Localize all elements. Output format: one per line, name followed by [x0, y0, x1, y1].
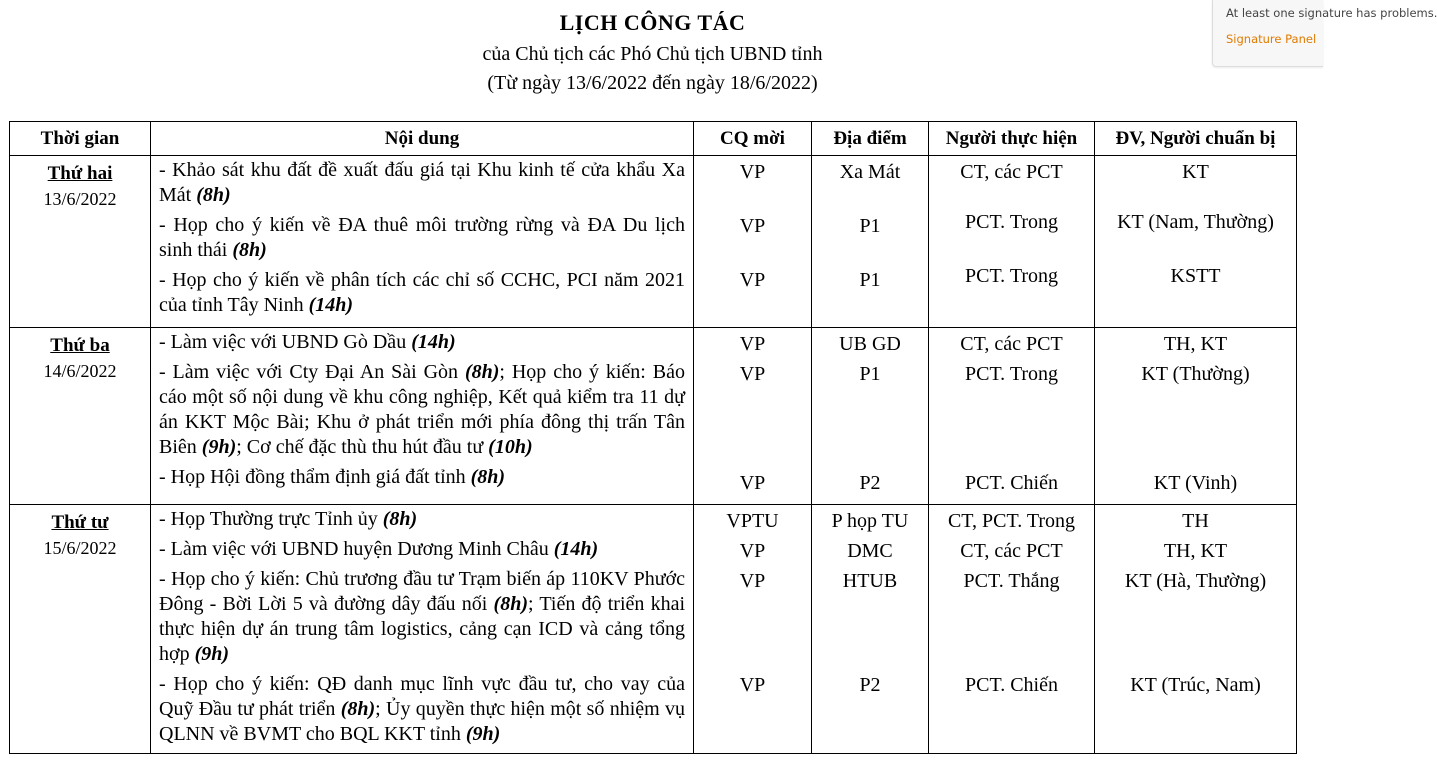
- content-list: [151, 328, 693, 490]
- list-item: [159, 465, 685, 490]
- list-item: [159, 213, 685, 263]
- day-cell: [10, 505, 151, 754]
- item-text: - Khảo sát khu đất đề xuất đấu giá tại Khu kinh tế cửa khẩu Xa Mát: [159, 159, 685, 206]
- performer-cell: [929, 156, 1095, 328]
- item-text: - Họp cho ý kiến về ĐA thuê môi trường rừng và ĐA Du lịch sinh thái: [159, 214, 685, 261]
- location-value: P2: [859, 472, 881, 494]
- list-item: [159, 672, 685, 747]
- list-item: [159, 268, 685, 318]
- performer-value: PCT. Thắng: [963, 570, 1060, 592]
- day-name: Thứ hai: [47, 163, 113, 184]
- location-value: P1: [859, 269, 881, 291]
- performer-value: PCT. Chiến: [965, 674, 1058, 696]
- location-value: DMC: [847, 540, 893, 562]
- location-cell: [812, 505, 929, 754]
- inviting-agency-value: VP: [739, 674, 766, 696]
- item-time: (8h): [382, 508, 418, 530]
- table-header-row: [10, 122, 1297, 156]
- list-item: [159, 537, 685, 562]
- inviting-agency-cell: [694, 328, 812, 505]
- item-text: - Làm việc với Cty Đại An Sài Gòn: [159, 361, 465, 383]
- item-text: ; Tiến độ triển khai thực hiện dự án trung tâm logistics, cảng cạn ICD và cảng tổng hợp: [159, 593, 686, 665]
- inviting-agency-cell: [694, 505, 812, 754]
- preparer-value: KSTT: [1170, 265, 1221, 287]
- list-item: [159, 158, 685, 208]
- performer-value: PCT. Chiến: [965, 472, 1058, 494]
- content-cell: [151, 328, 694, 505]
- day-date: 15/6/2022: [43, 538, 117, 558]
- content-cell: [151, 156, 694, 328]
- item-text: - Họp Hội đồng thẩm định giá đất tỉnh: [159, 466, 471, 488]
- item-time: (8h): [340, 698, 376, 720]
- list-item: [159, 567, 685, 667]
- location-value: P họp TU: [831, 510, 909, 532]
- performer-value: CT, các PCT: [960, 540, 1063, 562]
- preparer-cell: [1095, 505, 1297, 754]
- performer-value: CT, PCT. Trong: [947, 510, 1076, 532]
- preparer-value: KT: [1182, 161, 1209, 183]
- item-time: (8h): [470, 466, 506, 488]
- item-time: (14h): [553, 538, 599, 560]
- signature-status-text: At least one signature has problems.: [1226, 6, 1437, 20]
- item-text: ; Cơ chế đặc thù thu hút đầu tư: [236, 436, 489, 458]
- item-time: (8h): [493, 593, 528, 615]
- list-item: [159, 330, 685, 355]
- preparer-value: KT (Trúc, Nam): [1130, 674, 1261, 696]
- header-inviting-agency: CQ mời: [694, 122, 812, 156]
- day-name: Thứ ba: [50, 335, 110, 356]
- signature-panel: [1212, 0, 1437, 67]
- item-text: - Làm việc với UBND huyện Dương Minh Châu: [159, 538, 554, 560]
- page-title: LỊCH CÔNG TÁC: [559, 10, 746, 35]
- item-time: (14h): [308, 294, 354, 316]
- table-row: [10, 156, 1297, 328]
- inviting-agency-value: VP: [739, 215, 766, 237]
- preparer-value: KT (Vinh): [1153, 472, 1238, 494]
- item-text: - Họp cho ý kiến về phân tích các chỉ số CCHC, PCI năm 2021 của tỉnh Tây Ninh: [159, 269, 685, 316]
- preparer-cell: [1095, 156, 1297, 328]
- location-value: P2: [859, 674, 881, 696]
- performer-value: PCT. Trong: [964, 211, 1058, 233]
- item-time: (9h): [465, 723, 501, 745]
- performer-cell: [929, 505, 1095, 754]
- performer-value: CT, các PCT: [960, 161, 1063, 183]
- performer-cell: [929, 328, 1095, 505]
- item-text: - Họp cho ý kiến: Chủ trương đầu tư Trạm biến áp 110KV Phước Đông - Bời Lời 5 và đường dây đấu nối: [159, 568, 685, 615]
- item-time: (9h): [194, 643, 230, 665]
- list-item: [159, 507, 685, 532]
- performer-value: CT, các PCT: [960, 333, 1063, 355]
- content-list: [151, 156, 693, 318]
- header-preparer: ĐV, Người chuẩn bị: [1095, 122, 1297, 156]
- performer-value: PCT. Trong: [964, 265, 1058, 287]
- item-time: (8h): [232, 239, 267, 261]
- header-location: Địa điểm: [812, 122, 929, 156]
- inviting-agency-value: VP: [739, 269, 766, 291]
- item-text: - Họp Thường trực Tỉnh ủy: [159, 508, 383, 530]
- item-text: - Làm việc với UBND Gò Dầu: [159, 331, 412, 353]
- date-range: (Từ ngày 13/6/2022 đến ngày 18/6/2022): [487, 72, 818, 94]
- location-value: UB GD: [839, 333, 901, 355]
- day-name: Thứ tư: [51, 512, 109, 533]
- content-cell: [151, 505, 694, 754]
- inviting-agency-value: VP: [739, 161, 766, 183]
- schedule-table: [9, 121, 1297, 754]
- preparer-value: KT (Nam, Thường): [1117, 211, 1274, 233]
- page-subtitle: của Chủ tịch các Phó Chủ tịch UBND tỉnh: [482, 43, 823, 65]
- item-time: (9h): [201, 436, 237, 458]
- header-content: Nội dung: [151, 122, 694, 156]
- inviting-agency-value: VPTU: [726, 510, 779, 532]
- table-row: [10, 505, 1297, 754]
- inviting-agency-cell: [694, 156, 812, 328]
- item-time: (14h): [411, 331, 456, 353]
- inviting-agency-value: VP: [739, 540, 766, 562]
- preparer-value: KT (Hà, Thường): [1124, 570, 1267, 592]
- day-date: 13/6/2022: [43, 189, 117, 209]
- item-time: (10h): [488, 436, 533, 458]
- item-text: ; Ủy quyền thực hiện một số nhiệm vụ QLNN về BVMT cho BQL KKT tỉnh: [159, 698, 685, 745]
- preparer-value: KT (Thường): [1141, 363, 1250, 385]
- inviting-agency-value: VP: [739, 472, 766, 494]
- item-text: ; Họp cho ý kiến: Báo cáo một số nội dung về khu công nghiệp, Kết quả kiểm tra 11 dự án KKT Mộc Bài; Khu ở phát triển mới phía đông thị trấn Tân Biên: [159, 361, 685, 458]
- day-cell: [10, 328, 151, 505]
- performer-value: PCT. Trong: [964, 363, 1058, 385]
- inviting-agency-value: VP: [739, 363, 766, 385]
- preparer-value: TH: [1182, 510, 1209, 532]
- content-list: [151, 505, 693, 747]
- day-cell: [10, 156, 151, 328]
- day-date: 14/6/2022: [43, 361, 117, 381]
- list-item: [159, 360, 685, 460]
- item-text: - Họp cho ý kiến: QĐ danh mục lĩnh vực đầu tư, cho vay của Quỹ Đầu tư phát triển: [159, 673, 685, 720]
- header-performer: Người thực hiện: [929, 122, 1095, 156]
- inviting-agency-value: VP: [739, 333, 766, 355]
- location-cell: [812, 328, 929, 505]
- location-value: Xa Mát: [839, 161, 901, 183]
- location-value: HTUB: [842, 570, 898, 592]
- preparer-value: TH, KT: [1163, 333, 1228, 355]
- inviting-agency-value: VP: [739, 570, 766, 592]
- location-value: P1: [859, 363, 881, 385]
- location-cell: [812, 156, 929, 328]
- preparer-cell: [1095, 328, 1297, 505]
- signature-panel-button[interactable]: Signature Panel: [1226, 32, 1317, 46]
- item-time: (8h): [196, 184, 231, 206]
- item-time: (8h): [464, 361, 500, 383]
- location-value: P1: [859, 215, 881, 237]
- header-time: Thời gian: [10, 122, 151, 156]
- table-row: [10, 328, 1297, 505]
- preparer-value: TH, KT: [1163, 540, 1228, 562]
